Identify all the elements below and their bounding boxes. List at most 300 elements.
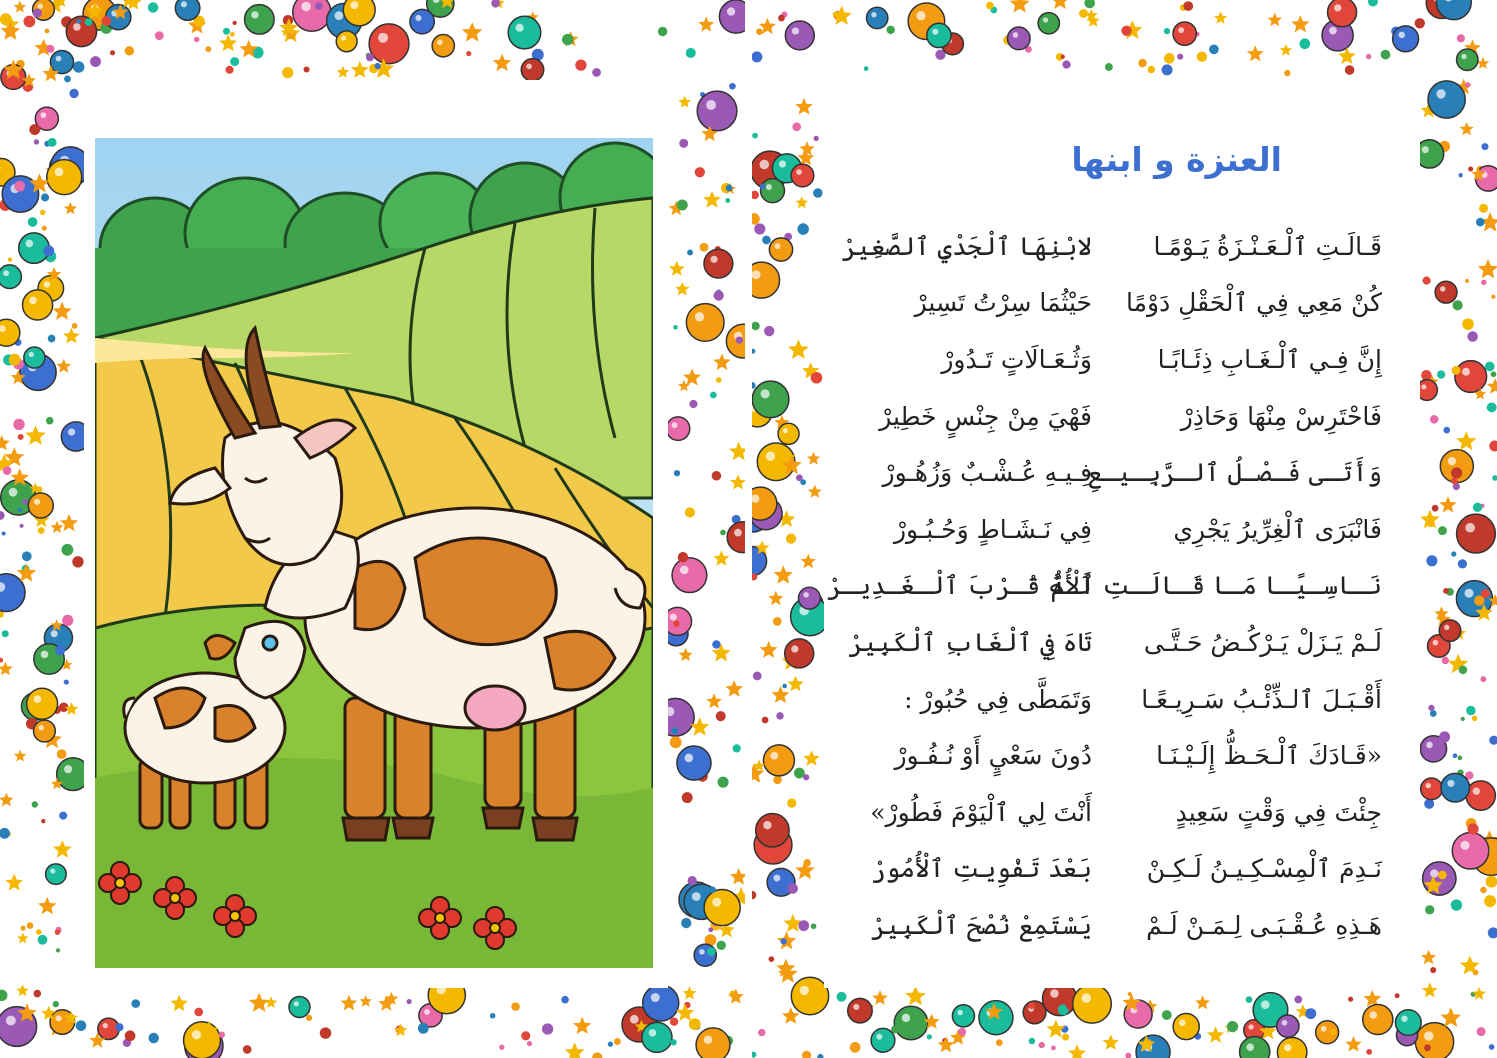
planet-icon (0, 265, 21, 289)
star-icon (53, 840, 72, 858)
confetti-dot (773, 776, 782, 785)
star-icon (1195, 995, 1210, 1009)
confetti-dot (811, 923, 817, 929)
confetti-dot (8, 257, 12, 261)
star-icon (669, 261, 685, 276)
planet-highlight (734, 529, 742, 537)
confetti-dot (1062, 1034, 1069, 1041)
planet-highlight (791, 645, 798, 652)
confetti-dot (1491, 371, 1497, 377)
verse-first-hemistich: كُنْ مَعِي فِي ٱلْحَقْلِ دَوْمًا (1126, 288, 1382, 318)
right-page (752, 0, 1497, 1058)
poem-row (842, 388, 1382, 445)
planet-icon (696, 1028, 730, 1058)
star-icon (1268, 13, 1282, 27)
confetti-dot (36, 929, 42, 935)
poem-row (842, 444, 1382, 501)
confetti-dot (1423, 277, 1431, 285)
planet-icon (50, 51, 73, 74)
planet-highlight (1043, 17, 1048, 22)
star-icon (713, 550, 729, 565)
planet-highlight (651, 993, 660, 1002)
confetti-dot (223, 28, 230, 35)
planet-highlight (37, 3, 42, 8)
confetti-dot (48, 138, 57, 147)
confetti-dot (499, 1045, 504, 1050)
star-icon (1422, 982, 1438, 997)
confetti-dot (1345, 65, 1355, 75)
confetti-dot (1430, 967, 1436, 973)
confetti-dot (61, 544, 73, 556)
planet-icon (34, 720, 56, 742)
star-icon (265, 996, 277, 1008)
planet-highlight (341, 36, 346, 41)
confetti-dot (45, 28, 50, 33)
confetti-dot (366, 53, 374, 61)
verse-second-hemistich: أَنْتَ لِي ٱلْيَوْمَ فَطُورْ» (870, 797, 1092, 827)
confetti-dot (700, 243, 709, 252)
star-icon (730, 868, 745, 885)
star-icon (832, 6, 852, 25)
planet-icon (727, 522, 745, 553)
planet-highlight (766, 452, 775, 461)
verse-second-hemistich: بَعْدَ تَفْوِيتِ ٱلْأُمُورْ (871, 854, 1092, 884)
confetti-dot (56, 948, 60, 952)
confetti-dot (1467, 331, 1478, 342)
planet-highlight (41, 112, 47, 118)
confetti-dot (592, 1052, 602, 1058)
confetti-dot (1465, 279, 1469, 283)
confetti-dot (687, 250, 693, 256)
confetti-dot (752, 191, 759, 200)
star-icon (56, 359, 71, 373)
planet-highlight (1248, 1024, 1253, 1029)
confetti-dot (1138, 59, 1146, 67)
verse-first-hemistich: نَـاسِـيًـا مَـا قَـالَـتِ ٱلْأُمُّ (1050, 571, 1382, 601)
planet-icon (1173, 22, 1196, 45)
confetti-dot (776, 712, 783, 719)
confetti-dot (1164, 53, 1175, 64)
confetti-dot (1489, 441, 1497, 452)
planet-icon (894, 1006, 928, 1040)
planet-icon (979, 1001, 1013, 1035)
planet-highlight (38, 725, 43, 730)
confetti-dot (1462, 318, 1474, 330)
star-icon (1345, 1036, 1362, 1052)
confetti-dot (768, 956, 774, 962)
confetti-dot (24, 16, 36, 28)
confetti-dot (753, 672, 762, 681)
confetti-dot (53, 1001, 59, 1007)
confetti-dot (658, 27, 667, 36)
page-gutter (745, 0, 752, 1058)
confetti-dot (1489, 1044, 1495, 1050)
confetti-dot (1476, 218, 1485, 227)
left-page (0, 0, 745, 1058)
planet-icon (785, 639, 814, 668)
planet-icon (24, 347, 45, 368)
confetti-dot (754, 223, 765, 234)
confetti-dot (62, 615, 73, 626)
star-icon (774, 565, 793, 583)
confetti-dot (1480, 676, 1486, 682)
confetti-dot (886, 26, 894, 34)
confetti-dot (27, 922, 34, 929)
confetti-dot (752, 213, 760, 224)
confetti-dot (817, 1054, 823, 1058)
star-icon (1103, 1034, 1119, 1049)
confetti-dot (226, 66, 234, 74)
verse-second-hemistich: وَتَمَطَّى فِي حُبُورْ : (904, 684, 1092, 714)
planet-highlight (29, 352, 34, 357)
star-icon (573, 1017, 591, 1034)
star-icon (728, 989, 744, 1004)
confetti-dot (614, 1038, 621, 1045)
planet-highlight (34, 499, 40, 505)
confetti-dot (90, 56, 101, 67)
confetti-dot (466, 51, 471, 56)
confetti-dot (1438, 871, 1447, 880)
verse-second-hemistich: فِي نَـشَـاطٍ وَحُـبُـورْ (893, 514, 1092, 544)
confetti-dot (320, 1027, 331, 1038)
planet-icon (704, 890, 740, 926)
confetti-dot (0, 990, 7, 1001)
planet-highlight (1246, 1043, 1254, 1051)
confetti-dot (1465, 82, 1470, 87)
planet-icon (1428, 81, 1465, 118)
star-icon (63, 328, 80, 344)
planet-icon (1466, 781, 1495, 810)
confetti-dot (22, 551, 32, 561)
confetti-dot (3, 466, 12, 475)
confetti-dot (48, 335, 56, 343)
star-icon (351, 61, 369, 78)
confetti-dot (1472, 716, 1478, 722)
confetti-dot (1461, 717, 1465, 721)
confetti-dot (20, 524, 24, 528)
confetti-dot (811, 372, 823, 384)
planet-highlight (1433, 640, 1439, 646)
confetti-dot (148, 1033, 158, 1043)
planet-icon (848, 998, 872, 1022)
planet-highlight (1421, 384, 1426, 389)
planet-highlight (1334, 4, 1341, 11)
confetti-dot (1426, 555, 1437, 566)
verse-second-hemistich: دُونَ سَعْيٍ أَوْ نُـفُـورْ (894, 741, 1092, 771)
star-icon (16, 984, 28, 996)
confetti-dot (282, 67, 293, 78)
planet-highlight (56, 1015, 62, 1021)
confetti-dot (14, 181, 25, 192)
planet-icon (1277, 1037, 1306, 1058)
confetti-dot (608, 1042, 613, 1047)
verse-second-hemistich: لابْنِهَا ٱلْجَدْيِ ٱلصَّغِيرْ (841, 231, 1092, 261)
planet-icon (752, 487, 777, 520)
confetti-dot (688, 876, 697, 885)
verse-second-hemistich: فَهْيَ مِنْ جِنْسٍ خَطِيرْ (879, 401, 1092, 431)
planet-highlight (792, 27, 799, 34)
confetti-dot (230, 32, 235, 37)
planet-highlight (29, 297, 37, 305)
confetti-dot (148, 2, 158, 12)
star-icon (678, 96, 691, 108)
poem-row (842, 784, 1382, 841)
planet-highlight (853, 1004, 859, 1010)
confetti-dot (678, 552, 688, 562)
poem-row (842, 727, 1382, 784)
star-icon (14, 1, 27, 13)
confetti-dot (677, 200, 688, 211)
confetti-dot (1105, 63, 1113, 71)
confetti-dot (1457, 34, 1465, 42)
confetti-dot (194, 1008, 203, 1017)
verse-first-hemistich: هَـذِهِ عُـقْـبَـى لِـمَـنْ لَـمْ (1146, 910, 1382, 940)
confetti-dot (1479, 204, 1488, 213)
planet-highlight (1282, 1020, 1288, 1026)
confetti-dot (1432, 505, 1439, 512)
poem-row (842, 218, 1382, 275)
star-icon (683, 986, 697, 999)
confetti-dot (374, 63, 380, 69)
confetti-dot (1459, 666, 1468, 675)
confetti-dot (1451, 478, 1458, 485)
star-icon (1010, 0, 1030, 13)
confetti-dot (205, 46, 211, 52)
confetti-dot (0, 612, 4, 618)
planet-highlight (51, 630, 58, 637)
planet-icon (184, 1022, 221, 1058)
star-icon (796, 196, 809, 208)
planet-icon (1136, 1035, 1170, 1058)
confetti-dot (1443, 427, 1450, 434)
planet-highlight (1321, 1026, 1327, 1032)
confetti-dot (752, 349, 755, 354)
star-icon (679, 648, 693, 661)
confetti-dot (773, 617, 782, 626)
verse-first-hemistich: فَاحْتَرِسْ مِنْهَا وَحَاذِرْ (1180, 401, 1382, 431)
star-icon (360, 995, 372, 1007)
confetti-dot (986, 2, 994, 10)
confetti-dot (717, 941, 726, 950)
planet-highlight (41, 651, 49, 659)
confetti-dot (1348, 997, 1353, 1002)
confetti-dot (561, 996, 569, 1004)
confetti-dot (1366, 1049, 1372, 1055)
confetti-dot (797, 223, 809, 235)
planet-icon (1277, 1015, 1299, 1037)
planet-highlight (761, 389, 770, 398)
star-icon (801, 554, 816, 569)
confetti-dot (1246, 996, 1253, 1003)
planet-highlight (251, 11, 258, 18)
confetti-dot (1492, 475, 1497, 481)
star-icon (795, 98, 813, 115)
confetti-dot (1458, 559, 1467, 568)
poem-body (827, 218, 1382, 948)
confetti-dot (1458, 756, 1463, 761)
confetti-dot (304, 66, 310, 72)
confetti-dot (194, 37, 200, 43)
planet-highlight (695, 312, 704, 321)
confetti-dot (1299, 38, 1310, 49)
confetti-dot (1162, 1010, 1172, 1020)
star-icon (768, 591, 783, 605)
confetti-dot (315, 2, 323, 10)
star-icon (341, 995, 358, 1011)
planet-highlight (44, 281, 50, 287)
confetti-dot (1467, 823, 1478, 834)
confetti-dot (762, 717, 769, 724)
planet-icon (1393, 26, 1419, 52)
confetti-dot (710, 392, 717, 399)
confetti-dot (1430, 415, 1439, 424)
planet-highlight (680, 566, 689, 575)
confetti-dot (110, 50, 115, 55)
star-icon (60, 514, 78, 531)
confetti-dot (1485, 362, 1495, 372)
star-icon (14, 750, 27, 762)
star-icon (729, 442, 745, 461)
planet-highlight (1465, 523, 1475, 533)
confetti-dot (1061, 55, 1065, 59)
star-icon (713, 354, 730, 371)
confetti-dot (64, 75, 71, 82)
confetti-dot (32, 801, 38, 807)
verse-second-hemistich: حَيْثُمَا سِرْتُ تَسِيرْ (914, 288, 1092, 318)
planet-icon (343, 0, 375, 26)
confetti-dot (243, 1045, 252, 1054)
planet-highlight (770, 752, 778, 760)
confetti-dot (682, 792, 693, 803)
confetti-dot (575, 60, 586, 71)
confetti-dot (85, 18, 93, 26)
planet-icon (927, 23, 951, 47)
confetti-dot (781, 938, 787, 944)
confetti-dot (752, 891, 756, 899)
confetti-dot (712, 471, 722, 481)
star-icon (1214, 11, 1227, 23)
planet-highlight (796, 169, 802, 175)
star-icon (807, 452, 820, 465)
confetti-dot (927, 1034, 932, 1039)
planet-highlight (763, 821, 771, 829)
star-icon (64, 202, 77, 215)
star-icon (249, 993, 269, 1012)
planet-highlight (902, 1014, 910, 1022)
confetti-dot (1121, 26, 1131, 36)
confetti-dot (521, 1031, 530, 1040)
planet-icon (0, 319, 20, 346)
confetti-dot (1489, 736, 1497, 745)
planet-icon (47, 160, 82, 195)
planet-highlight (1178, 27, 1184, 33)
star-icon (675, 282, 689, 296)
confetti-dot (800, 479, 806, 485)
planet-highlight (775, 243, 781, 249)
planet-highlight (1426, 783, 1431, 788)
confetti-dot (1430, 710, 1437, 717)
star-icon (337, 66, 350, 78)
confetti-dot (764, 326, 774, 336)
verse-first-hemistich: إِنَّ فِـي ٱلْـغَـابِ ذِئَـابًـا (1157, 344, 1382, 374)
poem-row (842, 897, 1382, 954)
star-icon (1478, 259, 1497, 278)
goat-illustration (95, 138, 653, 968)
confetti-dot (1425, 905, 1434, 914)
planet-highlight (526, 64, 532, 70)
confetti-dot (720, 530, 726, 536)
confetti-dot (1481, 280, 1486, 285)
confetti-dot (1481, 143, 1488, 150)
verse-first-hemistich: جِئْتَ فِي وَقْتٍ سَعِيدٍ (1175, 797, 1382, 827)
confetti-dot (13, 419, 24, 430)
planet-icon (704, 249, 733, 278)
star-icon (725, 680, 743, 697)
confetti-dot (729, 83, 736, 90)
poem-row (842, 671, 1382, 728)
confetti-dot (1481, 589, 1490, 598)
planet-icon (871, 1028, 895, 1052)
planet-icon (1415, 1023, 1453, 1058)
planet-highlight (1426, 742, 1433, 749)
confetti-dot (695, 167, 705, 177)
confetti-dot (1284, 70, 1290, 76)
planet-highlight (424, 1009, 430, 1015)
planet-icon (1395, 1010, 1421, 1036)
star-icon (788, 339, 809, 359)
planet-highlight (712, 898, 721, 907)
planet-highlight (1473, 787, 1480, 794)
planet-highlight (783, 428, 788, 433)
planet-icon (1452, 833, 1489, 870)
planet-icon (763, 745, 794, 776)
confetti-dot (511, 1002, 520, 1011)
confetti-dot (38, 527, 45, 534)
confetti-dot (1438, 526, 1447, 535)
planet-highlight (378, 33, 388, 43)
confetti-dot (115, 1023, 123, 1031)
confetti-dot (72, 556, 83, 567)
confetti-dot (803, 774, 809, 780)
confetti-dot (1330, 1029, 1336, 1035)
star-icon (706, 693, 722, 708)
planet-icon (1441, 773, 1470, 802)
confetti-dot (685, 507, 695, 517)
confetti-dot (43, 245, 54, 256)
planet-icon (1328, 0, 1357, 27)
confetti-dot (1197, 52, 1207, 62)
confetti-dot (102, 16, 112, 26)
planet-highlight (1081, 993, 1091, 1003)
star-icon (1421, 950, 1436, 965)
star-icon (760, 641, 778, 658)
confetti-dot (491, 0, 500, 8)
planet-icon (27, 688, 58, 719)
planet-highlight (1448, 457, 1456, 465)
star-icon (25, 425, 45, 445)
confetti-dot (733, 744, 741, 752)
planet-icon (1173, 1014, 1199, 1040)
confetti-dot (681, 918, 691, 928)
planet-highlight (56, 56, 62, 62)
planet-highlight (1050, 989, 1059, 998)
confetti-dot (708, 927, 713, 932)
confetti-dot (1084, 0, 1095, 8)
planet-icon (432, 35, 454, 57)
planet-icon (642, 1022, 672, 1052)
planet-icon (752, 381, 789, 418)
confetti-dot (1437, 370, 1445, 378)
